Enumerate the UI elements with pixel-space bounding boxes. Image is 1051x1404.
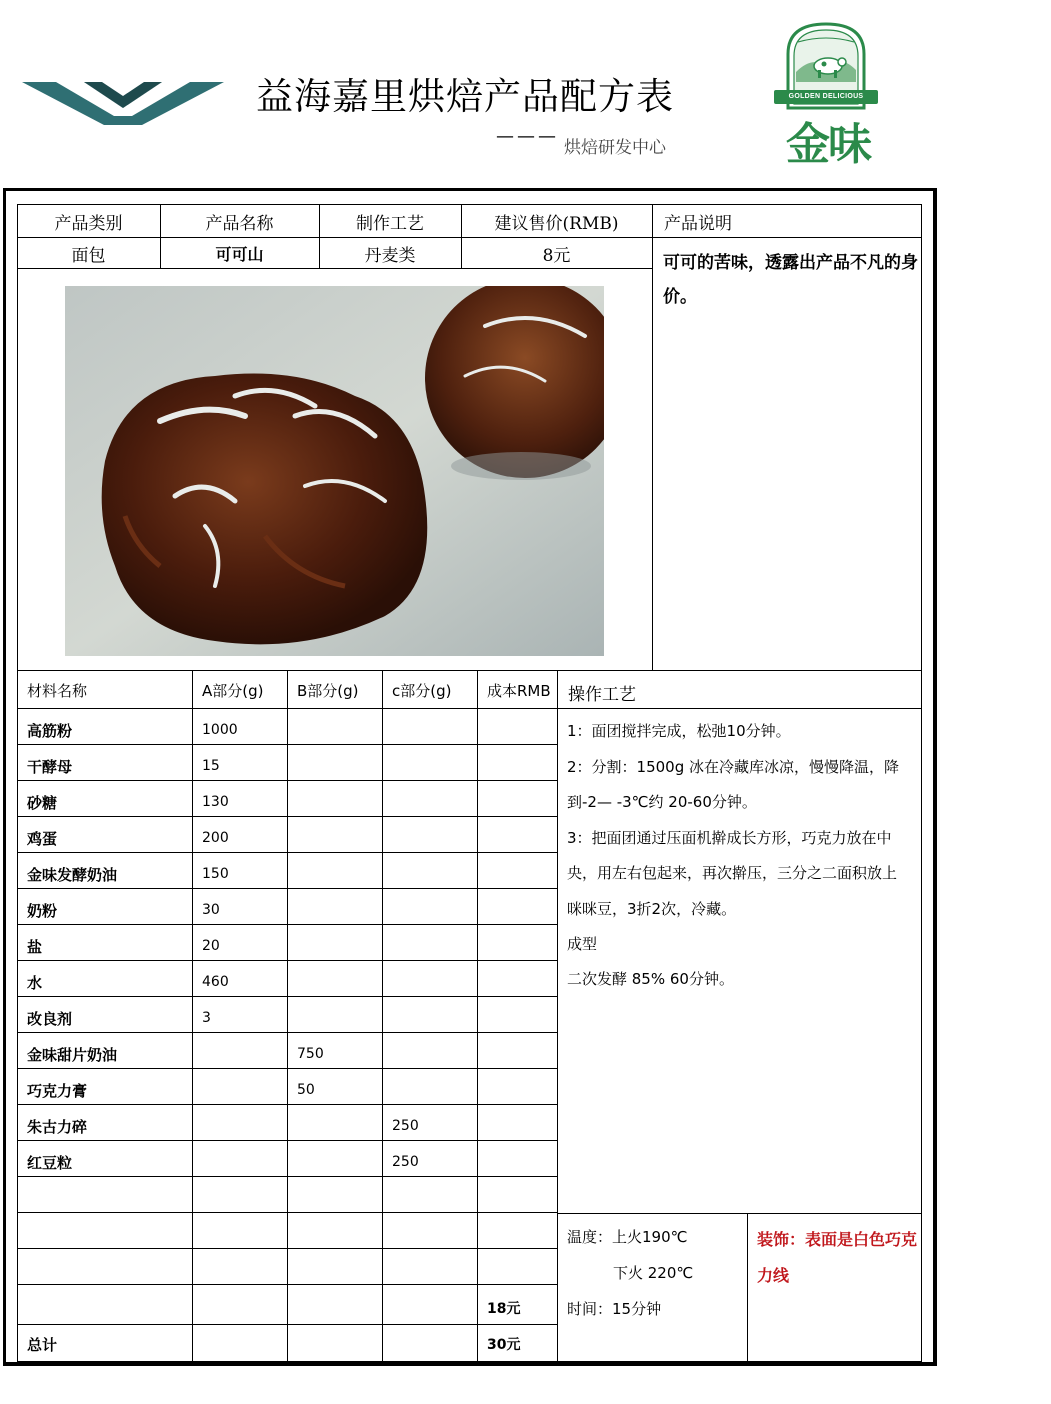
- material-a: 200: [202, 830, 229, 846]
- material-name: 砂糖: [27, 793, 58, 812]
- total-cost: 30元: [487, 1337, 521, 1353]
- value-name: 可可山: [215, 244, 264, 264]
- material-a: 130: [202, 794, 229, 810]
- header-category: 产品类别: [54, 214, 123, 234]
- process-step: 央，用左右包起来，再次擀压，三分之二面积放上: [567, 864, 898, 882]
- pastry-image-icon: [65, 286, 604, 656]
- material-c: 250: [392, 1118, 419, 1134]
- value-category: 面包: [71, 245, 106, 266]
- material-name: 红豆粒: [27, 1153, 73, 1172]
- process-step: 3：把面团通过压面机擀成长方形，巧克力放在中: [567, 829, 892, 847]
- col-part-b: B部分(g): [297, 681, 359, 700]
- header-process: 制作工艺: [356, 214, 424, 234]
- material-name: 鸡蛋: [27, 829, 58, 848]
- value-process: 丹麦类: [364, 245, 416, 266]
- material-a: 15: [202, 758, 220, 774]
- process-title: 操作工艺: [568, 685, 636, 705]
- product-description: 可可的苦味，透露出产品不凡的身价。: [663, 253, 918, 307]
- process-step: 2：分割：1500g 冰在冷藏库冰凉，慢慢降温，降: [567, 758, 900, 776]
- process-step: 咪咪豆，3折2次，冷藏。: [567, 900, 737, 918]
- material-name: 朱古力碎: [27, 1117, 88, 1136]
- company-logo-icon: [22, 78, 224, 128]
- golden-delicious-logo: [760, 20, 895, 170]
- material-name: 干酵母: [27, 757, 73, 776]
- process-step: 成型: [567, 935, 598, 953]
- baking-bottom-temp: 下火 220℃: [613, 1264, 694, 1282]
- material-name: 金味甜片奶油: [27, 1045, 118, 1064]
- process-step: 二次发酵 85% 60分钟。: [567, 970, 734, 988]
- material-name: 盐: [27, 937, 43, 956]
- col-cost: 成本RMB: [487, 681, 551, 700]
- value-price: 8元: [542, 245, 571, 266]
- material-name: 奶粉: [27, 901, 58, 920]
- material-name: 巧克力膏: [27, 1081, 88, 1100]
- material-a: 1000: [202, 722, 238, 738]
- col-part-c: c部分(g): [392, 681, 452, 700]
- total-label: 总计: [27, 1335, 58, 1354]
- header-price: 建议售价(RMB): [494, 214, 619, 234]
- baking-top-temp: 温度：上火190℃: [567, 1228, 688, 1246]
- material-a: 3: [202, 1010, 211, 1026]
- header-name: 产品名称: [205, 214, 274, 234]
- brand-name: 金味: [786, 119, 870, 170]
- page-title: 益海嘉里烘焙产品配方表: [256, 75, 674, 118]
- header-description: 产品说明: [664, 214, 732, 234]
- process-step: 到-2— -3℃约 20-60分钟。: [567, 793, 757, 811]
- material-a: 150: [202, 866, 229, 882]
- col-part-a: A部分(g): [202, 681, 264, 700]
- material-c: 250: [392, 1154, 419, 1170]
- page-subtitle: 烘焙研发中心: [564, 138, 666, 158]
- subtitle-dash: ———: [496, 126, 559, 147]
- material-name: 高筋粉: [27, 721, 73, 740]
- material-name: 改良剂: [27, 1009, 73, 1028]
- subtotal-cost: 18元: [487, 1301, 521, 1317]
- process-step: 1：面团搅拌完成，松弛10分钟。: [567, 722, 791, 740]
- product-photo: [65, 286, 604, 656]
- material-b: 50: [297, 1082, 315, 1098]
- material-name: 金味发酵奶油: [27, 865, 118, 884]
- material-name: 水: [27, 973, 43, 992]
- col-material-name: 材料名称: [27, 681, 88, 700]
- brand-banner: GOLDEN DELICIOUS: [774, 90, 878, 104]
- baking-time: 时间：15分钟: [567, 1300, 662, 1318]
- material-b: 750: [297, 1046, 324, 1062]
- material-a: 460: [202, 974, 229, 990]
- material-a: 30: [202, 902, 220, 918]
- decoration-note: 装饰：表面是白色巧克力线: [757, 1230, 918, 1285]
- material-a: 20: [202, 938, 220, 954]
